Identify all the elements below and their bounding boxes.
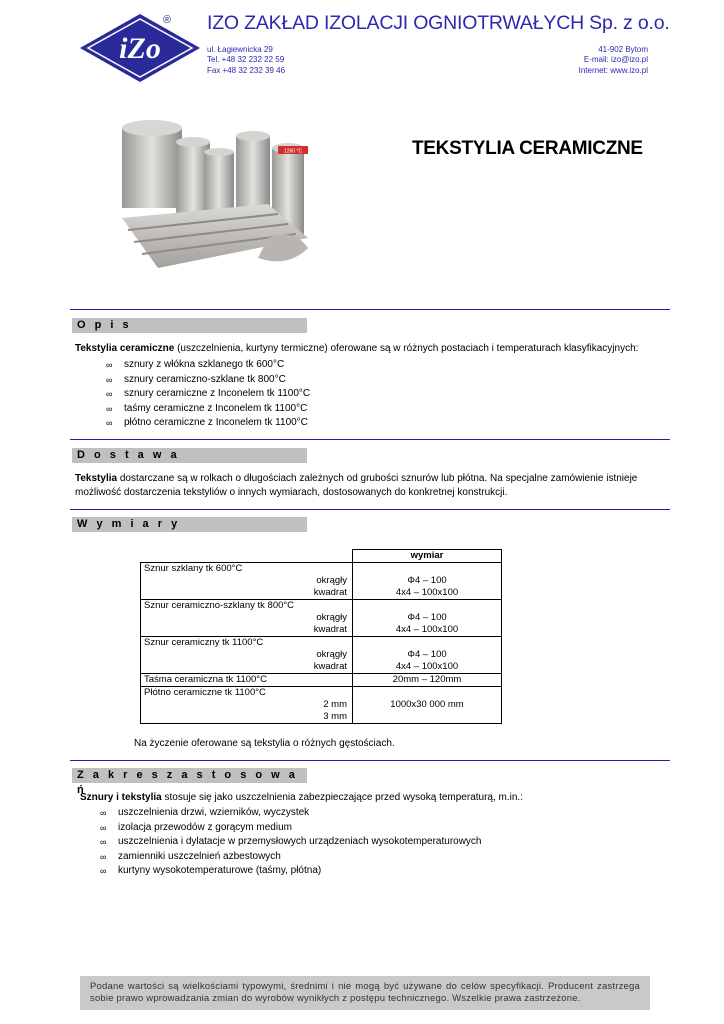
list-item: ∞ uszczelnienia drzwi, wzierników, wyczystek [100, 806, 482, 821]
value-square: 4x4 – 100x100 [353, 624, 502, 637]
opis-lead-bold: Tekstylia ceramiczne [75, 343, 175, 354]
row-sub-kwadrat: kwadrat [141, 661, 353, 674]
fax: Fax +48 32 232 39 46 [207, 65, 286, 75]
row-sub-kwadrat: kwadrat [141, 587, 353, 600]
dostawa-paragraph [75, 472, 660, 499]
value-round: Φ4 – 100 [353, 612, 502, 624]
section-divider [70, 509, 670, 510]
value-round: Φ4 – 100 [353, 649, 502, 661]
section-heading-zakres: Z a k r e s z a s t o s o w a ń [72, 768, 307, 783]
row-sub-okragly: okrągły [141, 612, 353, 624]
product-photo [118, 108, 310, 274]
address-right [579, 45, 648, 76]
row-sub-3mm: 3 mm [141, 711, 353, 724]
row-sub-2mm: 2 mm [141, 699, 353, 711]
opis-lead-text: (uszczelnienia, kurtyny termiczne) oferowane są w różnych postaciach i temperaturach klasyfikacyjnych: [174, 343, 639, 354]
email: E-mail: izo@izo.pl [583, 55, 648, 65]
list-item: ∞ uszczelnienia i dylatacje w przemysłowych urządzeniach wysokotemperaturowych [100, 835, 482, 850]
list-item: ∞ taśmy ceramiczne z Inconelem tk 1100°C [106, 402, 310, 417]
list-item: ∞ sznury ceramiczno-szklane tk 800°C [106, 373, 310, 388]
list-item: ∞ kurtyny wysokotemperaturowe (taśmy, płótna) [100, 864, 482, 879]
row-label: Płótno ceramiczne tk 1100°C [141, 687, 353, 700]
page-title: TEKSTYLIA CERAMICZNE [412, 138, 643, 159]
row-sub-okragly: okrągły [141, 575, 353, 587]
dostawa-lead-text: dostarczane są w rolkach o długościach zależnych od grubości sznurów lub płótna. Na specjalne zamówienie istnieje możliwość dostarczenia tekstyliów o innych wymiarach, dostosowanych do konkretnej konstrukcji. [75, 473, 638, 498]
row-sub-okragly: okrągły [141, 649, 353, 661]
logo-text: iZo [119, 32, 161, 65]
website: Internet: www.izo.pl [578, 65, 648, 75]
zakres-list [100, 806, 482, 879]
row-label: Sznur ceramiczno-szklany tk 800°C [141, 600, 353, 613]
city: 41-902 Bytom [598, 45, 648, 54]
value-square: 4x4 – 100x100 [353, 661, 502, 674]
phone: Tel. +48 32 232 22 59 [207, 55, 285, 65]
dimensions-table [140, 549, 502, 724]
value-plotno: 1000x30 000 mm [353, 699, 502, 711]
company-logo [78, 12, 202, 84]
list-item: ∞ płótno ceramiczne z Inconelem tk 1100°C [106, 416, 310, 431]
company-name: IZO ZAKŁAD IZOLACJI OGNIOTRWAŁYCH Sp. z o.o. [207, 12, 670, 34]
column-header-wymiar: wymiar [353, 550, 502, 563]
value-square: 4x4 – 100x100 [353, 587, 502, 600]
footer-disclaimer: Podane wartości są wielkościami typowymi, średnimi i nie mogą być używane do celów specyfikacji. Producent zastrzega sobie prawo wprowadzania zmian do wyrobów wynikłych z postępu technicznego. Wszelkie prawa zastrzeżone. [80, 976, 650, 1010]
photo-label: 1260 °C [283, 148, 303, 155]
value-tasma: 20mm – 120mm [353, 674, 502, 687]
street: ul. Łagiewnicka 29 [207, 45, 273, 54]
value-round: Φ4 – 100 [353, 575, 502, 587]
address-left [207, 45, 285, 76]
row-label: Sznur szklany tk 600°C [141, 563, 353, 576]
list-item: ∞ zamienniki uszczelnień azbestowych [100, 850, 482, 865]
section-heading-dostawa: D o s t a w a [72, 448, 307, 463]
row-label: Sznur ceramiczny tk 1100°C [141, 637, 353, 650]
row-label: Taśma ceramiczna tk 1100°C [141, 674, 353, 687]
zakres-paragraph [80, 791, 665, 805]
section-divider [70, 439, 670, 440]
opis-paragraph [75, 342, 660, 356]
row-sub-kwadrat: kwadrat [141, 624, 353, 637]
section-divider [70, 309, 670, 310]
zakres-lead-bold: Sznury i tekstylia [80, 792, 162, 803]
dostawa-lead-bold: Tekstylia [75, 473, 118, 484]
table-note: Na życzenie oferowane są tekstylia o różnych gęstościach. [134, 738, 395, 749]
section-heading-opis: O p i s [72, 318, 307, 333]
list-item: ∞ izolacja przewodów z gorącym medium [100, 821, 482, 836]
zakres-lead-text: stosuje się jako uszczelnienia zabezpieczające przed wysoką temperaturą, m.in.: [161, 792, 523, 803]
list-item: ∞ sznury ceramiczne z Inconelem tk 1100°C [106, 387, 310, 402]
opis-list [106, 358, 310, 431]
list-item: ∞ sznury z włókna szklanego tk 600°C [106, 358, 310, 373]
section-divider [70, 760, 670, 761]
section-heading-wymiary: W y m i a r y [72, 517, 307, 532]
registered-mark: ® [163, 14, 172, 26]
